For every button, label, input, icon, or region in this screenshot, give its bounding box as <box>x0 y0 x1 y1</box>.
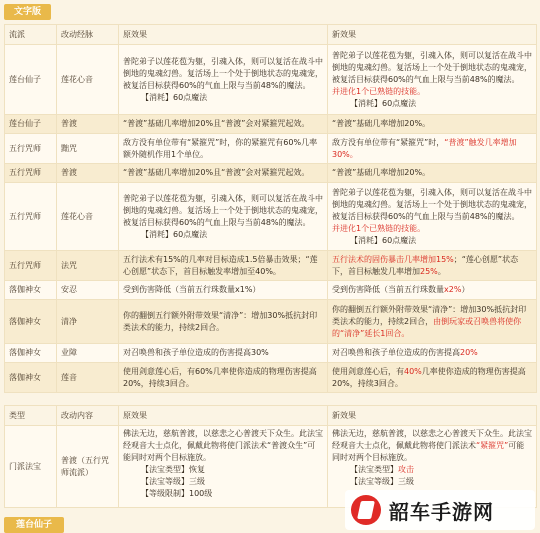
table-row <box>5 363 537 393</box>
old-effect-cell: 普陀弟子以莲花苞为躯，引魂入体，则可以复活在战斗中倒地的鬼魂幻兽。复活场上一个处于倒地状态的鬼魂宠，被复活目标获得60%的气血上限与当前48%的魔法。 【消耗】60点魔法 <box>119 45 328 115</box>
meridian-cell: 普渡 <box>57 164 119 183</box>
old-effect-cell: “普渡”基础几率增加20%且“普渡”会对紧箍咒起效。 <box>119 164 328 183</box>
old-effect-cell: 敌方没有单位带有“紧箍咒”时，你的紧箍咒有60%几率额外随机作用1个单位。 <box>119 134 328 164</box>
meridian-cell: 业障 <box>57 344 119 363</box>
meridian-cell: 法咒 <box>57 251 119 281</box>
new-effect-cell: 普陀弟子以莲花苞为躯，引魂入体，则可以复活在战斗中倒地的鬼魂幻兽。复活场上一个处于倒地状态的鬼魂宠，被复活目标获得60%的气血上限与当前48%的魔法。 并进化1个已熟链的技能。 【消耗】60点魔法 <box>328 45 537 115</box>
old-effect-cell: 佛法无边，慈航普渡，以慈悲之心普渡天下众生。此法宝经观音大士点化，佩戴此物将使门派法术“普渡众生”可能同时对两个目标施放。 【法宝类型】恢复 【法宝等级】三级 【等级限制】100级 <box>119 426 328 508</box>
table-row <box>5 251 537 281</box>
meridian-cell: 黜咒 <box>57 134 119 164</box>
col-old-effect: 原效果 <box>119 25 328 45</box>
school-cell: 五行咒师 <box>5 164 57 183</box>
old-effect-cell: 普陀弟子以莲花苞为躯，引魂入体，则可以复活在战斗中倒地的鬼魂幻兽。复活场上一个处于倒地状态的鬼魂宠，被复活目标获得60%的气血上限与当前48%的魔法。 【消耗】60点魔法 <box>119 183 328 251</box>
type-cell: 门派法宝 <box>5 426 57 508</box>
school-cell: 落伽神女 <box>5 344 57 363</box>
new-effect-cell: “普渡”基础几率增加20%。 <box>328 164 537 183</box>
new-effect-cell: 普陀弟子以莲花苞为躯，引魂入体，则可以复活在战斗中倒地的鬼魂幻兽。复活场上一个处于倒地状态的鬼魂宠，被复活目标获得60%的气血上限与当前48%的魔法。 并进化1个已熟链的技能。 【消耗】60点魔法 <box>328 183 537 251</box>
new-effect-cell: 敌方没有单位带有“紧箍咒”时，“普渡”触发几率增加30%。 <box>328 134 537 164</box>
new-effect-cell: 对召唤兽和孩子单位造成的伤害提高20% <box>328 344 537 363</box>
school-cell: 落伽神女 <box>5 300 57 344</box>
content-cell: 普渡（五行咒师流派） <box>57 426 119 508</box>
school-cell: 落伽神女 <box>5 363 57 393</box>
col-school: 流派 <box>5 25 57 45</box>
change-table <box>4 24 537 393</box>
school-cell: 五行咒师 <box>5 183 57 251</box>
school-cell: 五行咒师 <box>5 251 57 281</box>
watermark <box>345 490 535 530</box>
table-row <box>5 134 537 164</box>
new-effect-cell: “普渡”基础几率增加20%。 <box>328 115 537 134</box>
meridian-cell: 清净 <box>57 300 119 344</box>
new-effect-cell: 佛法无边，慈航普渡，以慈悲之心普渡天下众生。此法宝经观音大士点化，佩戴此物将使门派法术“紧箍咒”可能同时对两个目标施放。 【法宝类型】攻击 【法宝等级】三级 <box>328 426 537 508</box>
brand-logo-icon <box>351 495 381 525</box>
table-row <box>5 281 537 300</box>
table-row <box>5 344 537 363</box>
old-effect-cell: 使用剑意莲心后，有60%几率使你造成的物理伤害提高20%，持续3回合。 <box>119 363 328 393</box>
meridian-cell: 安忍 <box>57 281 119 300</box>
meridian-cell: 莲花心音 <box>57 45 119 115</box>
table-row <box>5 183 537 251</box>
col-meridian: 改动经脉 <box>57 25 119 45</box>
col-type: 类型 <box>5 406 57 426</box>
col-content: 改动内容 <box>57 406 119 426</box>
col-new-effect: 新效果 <box>328 25 537 45</box>
old-effect-cell: 对召唤兽和孩子单位造成的伤害提高30% <box>119 344 328 363</box>
table-row <box>5 164 537 183</box>
meridian-cell: 普渡 <box>57 115 119 134</box>
old-effect-cell: 五行法术有15%的几率对目标造成1.5倍暴击效果；“莲心创愿”状态下，首目标触发率增加至40%。 <box>119 251 328 281</box>
old-effect-cell: 你的翻倒五行额外附带效果“清净”：增加30%抵抗封印类法术的能力，持续2回合。 <box>119 300 328 344</box>
old-effect-cell: 受到伤害降低（当前五行珠数量x1%） <box>119 281 328 300</box>
new-effect-cell: 使用剑意莲心后，有40%几率使你造成的物理伤害提高20%，持续3回合。 <box>328 363 537 393</box>
col-old-effect: 原效果 <box>119 406 328 426</box>
old-effect-cell: “普渡”基础几率增加20%且“普渡”会对紧箍咒起效。 <box>119 115 328 134</box>
section-tag: 文字版 <box>4 4 51 20</box>
meridian-cell: 莲花心音 <box>57 183 119 251</box>
school-cell: 莲台仙子 <box>5 115 57 134</box>
footer-section-tag: 莲台仙子 <box>4 517 64 533</box>
meridian-cell: 莲音 <box>57 363 119 393</box>
school-cell: 五行咒师 <box>5 134 57 164</box>
table-row <box>5 45 537 115</box>
school-cell: 落伽神女 <box>5 281 57 300</box>
new-effect-cell: 受到伤害降低（当前五行珠数量x2%） <box>328 281 537 300</box>
new-effect-cell: 五行法术的固伤暴击几率增加15%；“莲心创愿”状态下，首目标触发几率增加25%。 <box>328 251 537 281</box>
school-cell: 莲台仙子 <box>5 45 57 115</box>
table-row <box>5 300 537 344</box>
col-new-effect: 新效果 <box>328 406 537 426</box>
table-row <box>5 115 537 134</box>
watermark-text: 韶车手游网 <box>389 499 494 524</box>
new-effect-cell: 你的翻倒五行额外附带效果“清净”：增加30%抵抗封印类法术的能力，持续2回合，由倒玩家或召唤兽将使你的“清净”延长1回合。 <box>328 300 537 344</box>
